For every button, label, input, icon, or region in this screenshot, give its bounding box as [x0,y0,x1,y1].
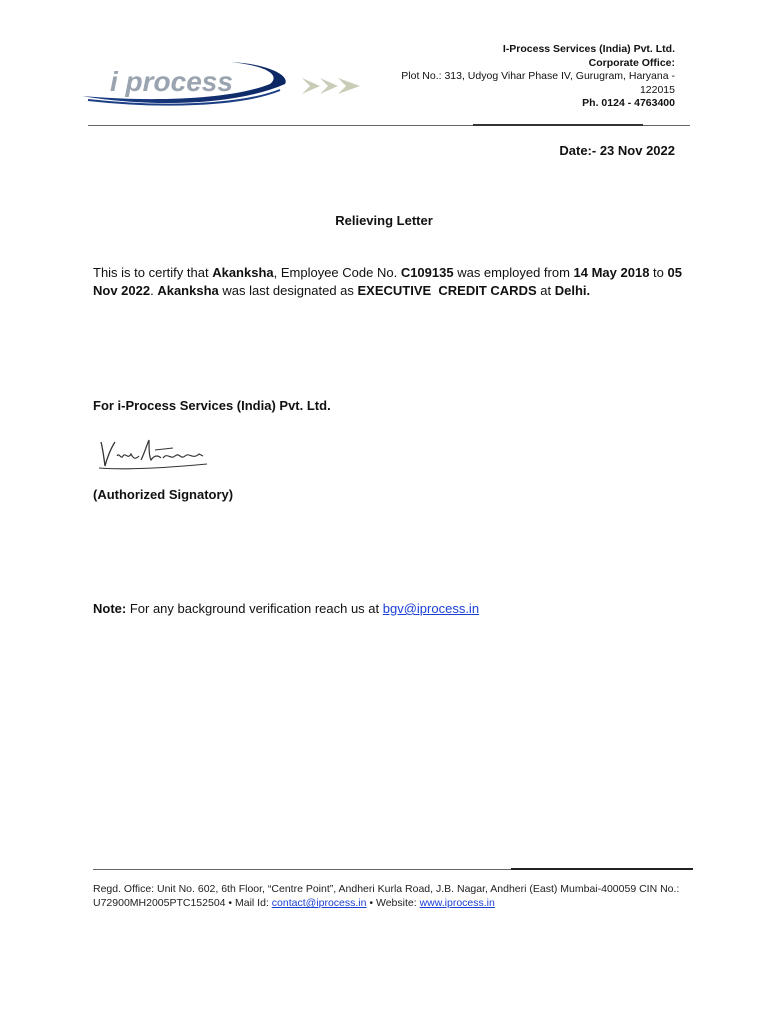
body-text-1: This is to certify that [93,265,213,280]
iprocess-logo [80,56,370,114]
company-name: I-Process Services (India) Pvt. Ltd. [502,43,675,55]
website-link[interactable]: www.iprocess.in [419,897,495,909]
body-text-4: to [649,265,668,280]
location: Delhi. [554,283,591,298]
footer [93,882,683,910]
note-label: Note: [93,601,127,616]
note [93,601,479,616]
contact-email-link[interactable]: contact@iprocess.in [271,897,367,909]
office-label: Corporate Office: [588,56,675,69]
footer-text: Regd. Office: Unit No. 602, 6th Floor, “Centre Point”, Andheri Kurla Road, J.B. Nagar, Andheri (East) Mumbai-400059 CIN No.: U72900MH2005PTC152504 • Mail Id: [93,883,680,909]
company-header [375,43,675,111]
start-date: 14 May 2018 [573,265,650,280]
letter-body [93,264,683,300]
designation: EXECUTIVE CREDIT CARDS [357,283,537,298]
footer-divider [93,869,693,870]
bgv-email-link[interactable]: bgv@iprocess.in [382,601,480,616]
company-phone: Ph. 0124 - 4763400 [582,97,675,109]
header-divider [88,125,690,126]
body-text-3: was employed from [453,265,574,280]
body-text-2: , Employee Code No. [273,265,401,280]
body-text-5: . [150,283,158,298]
signature-image [95,432,213,474]
letter-title: Relieving Letter [335,213,433,228]
authorized-signatory: (Authorized Signatory) [93,487,234,502]
footer-web-label: • Website: [366,897,420,909]
letter-date: Date:- 23 Nov 2022 [559,143,675,158]
note-text: For any background verification reach us at [126,601,383,616]
for-company: For i-Process Services (India) Pvt. Ltd. [93,398,331,413]
body-text-6: was last designated as [218,283,358,298]
company-address: Plot No.: 313, Udyog Vihar Phase IV, Gurugram, Haryana - 122015 [401,70,675,96]
employee-name: Akanksha [212,265,274,280]
logo-text: i process [110,66,233,97]
body-text-7: at [536,283,555,298]
employee-name-2: Akanksha [157,283,219,298]
employee-code: C109135 [400,265,454,280]
end-date: 05 Nov 2022 [93,265,682,298]
